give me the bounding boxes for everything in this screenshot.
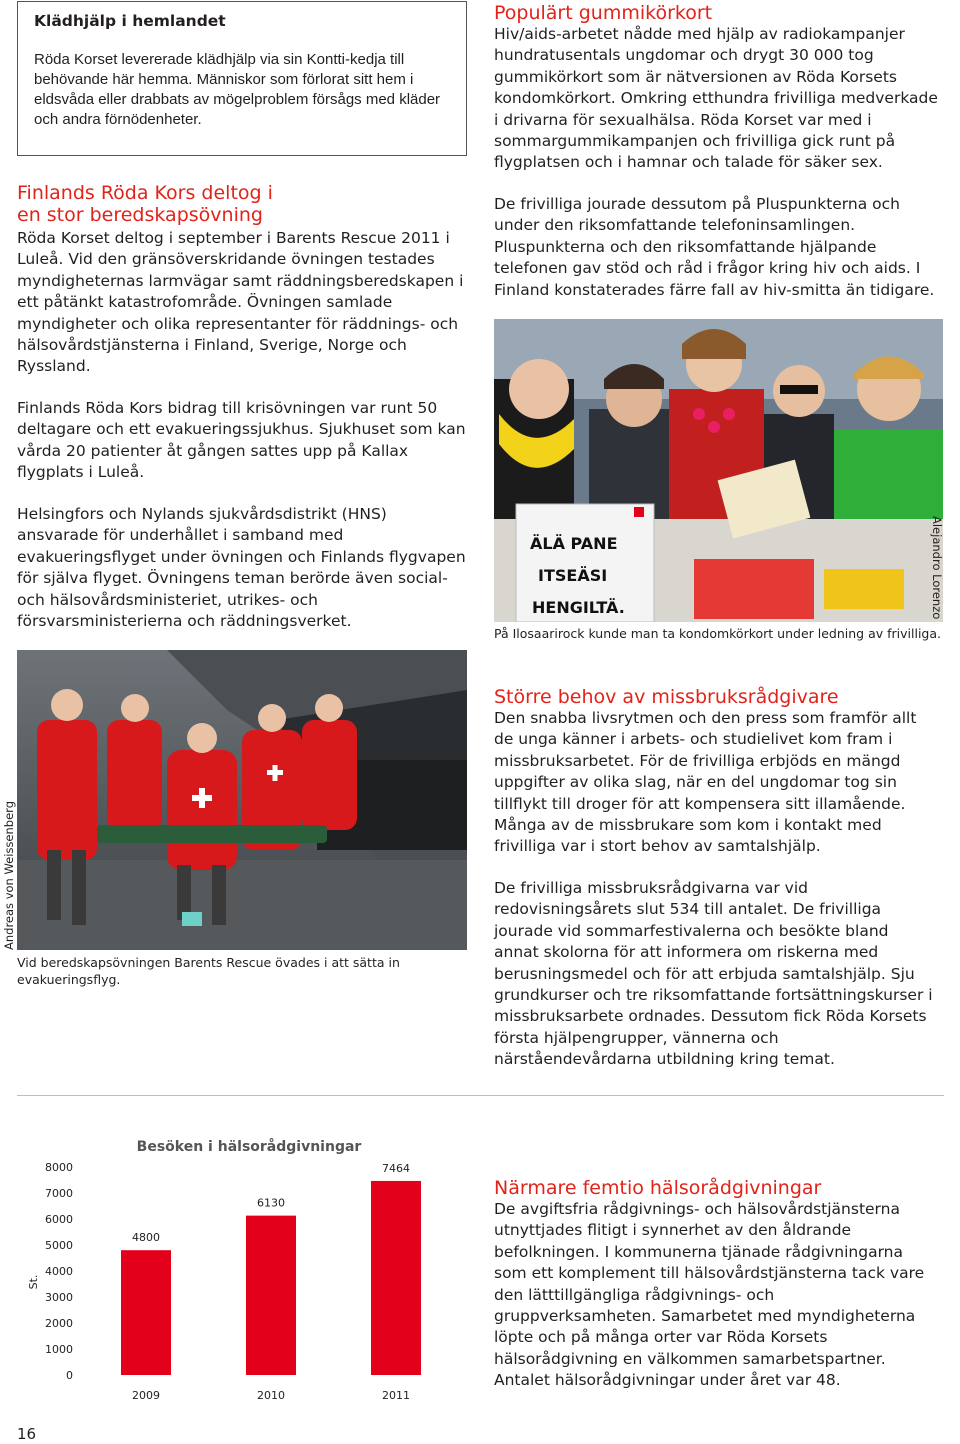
sign-line-1: ÄLÄ PANE [530, 534, 618, 553]
rescue-photo-caption: Vid beredskapsövningen Barents Rescue övades i att sätta in evakueringsflyg. [17, 955, 400, 987]
right-paragraph-4: De frivilliga missbruksrådgivarna var vid redovisningsårets slut 534 till antalet. De frivilliga jourade vid sommarfestivalerna och besökte bland annat skolorna för att informera om riskerna med berusningsmedel och för att erbjuda samtalshjälp. Sju grundkurser och tre riksomfattande fortsättningskurser i missbruksarbete ordnades. Dessutom fick Röda Korsets första hjälpengrupper, vännerna och närståendevårdarna utbildning kring temat. [494, 879, 933, 1069]
y-tick-label: 7000 [45, 1187, 73, 1200]
left-paragraph-2: Finlands Röda Kors bidrag till krisövningen var runt 50 deltagare och ett evakueringssjukhus. Sjukhuset som kan vårda 20 patienter åt gången sattes upp på Kallax flygplats i Luleå. [17, 399, 466, 482]
y-tick-label: 6000 [45, 1213, 73, 1226]
box-text: Röda Korset levererade klädhjälp via sin Kontti-kedja till behövande här hemma. Människor som förlorat sitt hem i eldsvåda eller drabbats av mögelproblem försågs med kläder och andra förnödenheter. [34, 51, 441, 128]
sign-line-3: HENGILTÄ. [532, 598, 625, 617]
data-label-2011: 7464 [382, 1161, 410, 1175]
right-paragraph-2: De frivilliga jourade dessutom på Pluspunkterna och under den riksomfattande telefoninsamlingen. Pluspunkterna och den riksomfattande hjälpande telefonen gav stöd och råd i frågor kring hiv och aids. I Finland konstaterades färre fall av hiv-smitta än tidigare. [494, 195, 935, 299]
y-tick-label: 8000 [45, 1161, 73, 1174]
page-number: 16 [17, 1425, 37, 1443]
y-tick-label: 4000 [45, 1265, 73, 1278]
data-label-2010: 6130 [257, 1196, 285, 1210]
bar-2010 [246, 1216, 296, 1375]
festival-photo [494, 319, 943, 622]
y-tick-label: 3000 [45, 1291, 73, 1304]
section-divider [17, 1095, 944, 1096]
info-box [17, 1, 467, 156]
right-heading-3: Närmare femtio hälsorådgivningar [494, 1177, 822, 1199]
x-tick-label-2009: 2009 [132, 1389, 160, 1402]
right-paragraph-5: De avgiftsfria rådgivnings- och hälsovårdstjänsterna utnyttjades flitigt i synnerhet av den åldrande befolkningen. I kommunerna tjänade rådgivningarna som ett komplement till hälsovårdstjänsterna tack vare den lätttillgängliga rådgivnings- och gruppverksamheten. Samarbetet med myndigheterna löpte och på många orter var Röda Korsets hälsorådgivning en välkommen samarbetspartner. Antalet hälsorådgivningar under året var 48. [494, 1200, 925, 1390]
right-paragraph-3: Den snabba livsrytmen och den press som framför allt de unga känner i arbets- och studielivet kom fram i missbruksarbetet. För de frivilliga erbjöds en mängd uppgifter av olika slag, när en del ungdomar tog sin tillflykt till droger för att kompensera sitt illamående. Många av de missbrukare som kom i kontakt med frivilliga var i stort behov av samtalshjälp. [494, 709, 917, 856]
left-paragraph-1: Röda Korset deltog i september i Barents Rescue 2011 i Luleå. Vid den gränsöverskridande övningen testades myndigheternas larmvägar samt räddningsberedskapen i ett påtänkt katastrofområde. Övningen samlade myndigheter och olika representanter för räddnings- och hälsovårdstjänsterna i Finland, Sverige, Norge och Ryssland. [17, 229, 464, 376]
sign-line-2: ITSEÄSI [538, 566, 608, 585]
festival-photo-caption: På Ilosaarirock kunde man ta kondomkörkort under ledning av frivilliga. [494, 626, 941, 641]
box-title: Klädhjälp i hemlandet [34, 12, 226, 30]
x-tick-label-2010: 2010 [257, 1389, 285, 1402]
y-tick-label: 5000 [45, 1239, 73, 1252]
bar-2011 [371, 1181, 421, 1375]
festival-photo-credit: Alejandro Lorenzo [930, 516, 944, 620]
right-heading-2: Större behov av missbruksrådgivare [494, 686, 839, 708]
rescue-exercise-photo [17, 650, 467, 950]
chart-title: Besöken i hälsorådgivningar [136, 1139, 362, 1155]
y-tick-label: 1000 [45, 1343, 73, 1356]
y-tick-label: 2000 [45, 1317, 73, 1330]
rescue-photo-credit: Andreas von Weissenberg [2, 800, 16, 950]
right-heading-1: Populärt gummikörkort [494, 2, 713, 24]
y-tick-label: 0 [66, 1369, 73, 1382]
x-tick-label-2011: 2011 [382, 1389, 410, 1402]
left-heading: Finlands Röda Kors deltog i en stor beredskapsövning [17, 182, 273, 226]
left-paragraph-3: Helsingfors och Nylands sjukvårdsdistrikt (HNS) ansvarade för underhållet i samband med evakueringsflyget under övningen och Finlands flygvapen för själva flyget. Övningens teman berörde även social- och hälsovårdsministeriet, utrikes- och försvarsministerierna och räddningsverket. [17, 505, 466, 631]
data-label-2009: 4800 [132, 1231, 160, 1245]
chart-y-axis-label: St. [27, 1274, 40, 1290]
right-paragraph-1: Hiv/aids-arbetet nådde med hjälp av radiokampanjer hundratusentals ungdomar och drygt 30 000 tog gummikörkort som är nätversionen av Röda Korsets kondomkörkort. Omkring etthundra frivilliga medverkade i drivarna för sexualhälsa. Röda Korset var med i sommargummikampanjen och frivilliga gick runt på flygplatsen och i hamnar och talade för säker sex. [494, 25, 938, 172]
bar-2009 [121, 1250, 171, 1375]
visits-chart [17, 1125, 467, 1410]
